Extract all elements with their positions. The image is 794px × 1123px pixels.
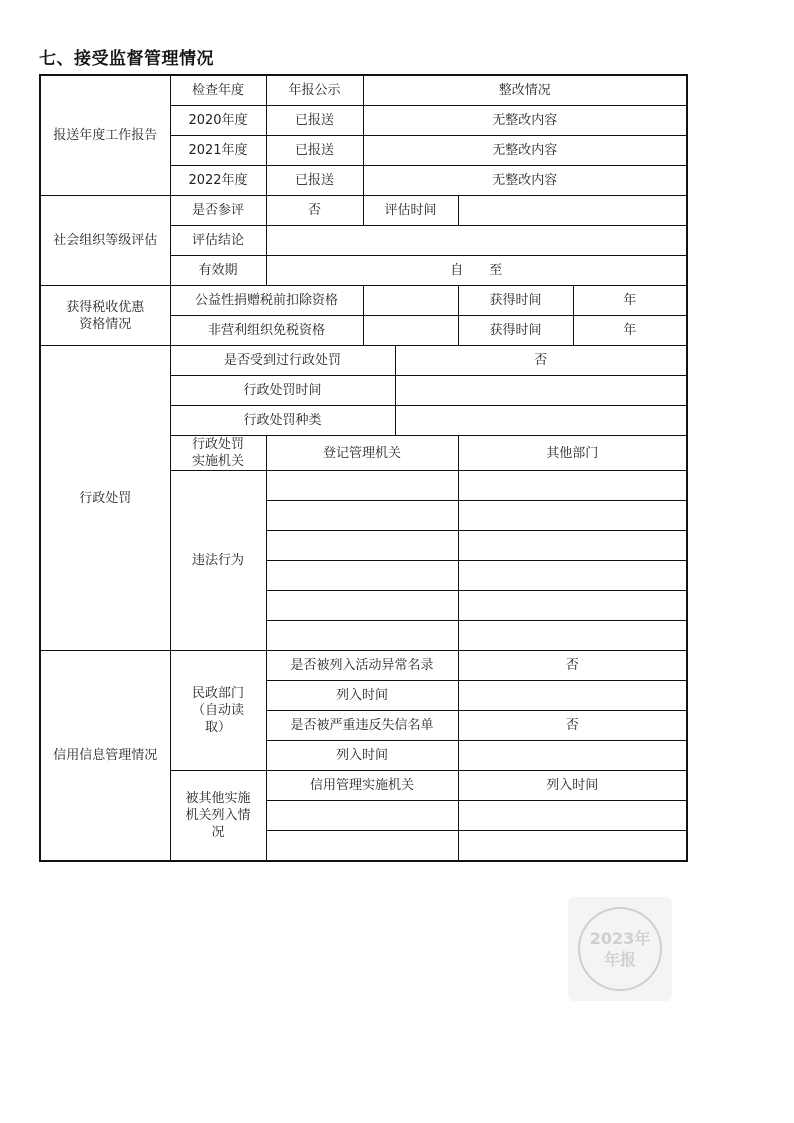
validity-to: 至 <box>489 263 503 278</box>
validity-label: 有效期 <box>170 256 266 286</box>
rating-label: 社会组织等级评估 <box>40 196 170 286</box>
conclusion-label: 评估结论 <box>170 226 266 256</box>
abnormal-listed-time-value <box>458 681 687 711</box>
blacklist-listed-time-value <box>458 741 687 771</box>
violation-other-cell <box>458 531 687 561</box>
registration-authority-header: 登记管理机关 <box>266 436 458 471</box>
participated-value: 否 <box>266 196 363 226</box>
abnormal-list-value: 否 <box>458 651 687 681</box>
stamp-circle <box>578 907 662 991</box>
tax-label <box>40 286 170 346</box>
tax-exempt-time-label: 获得时间 <box>458 316 573 346</box>
listed-time-cell <box>458 831 687 862</box>
civil-affairs-line3: 取） <box>204 720 231 735</box>
tax-deduction-year: 年 <box>573 286 687 316</box>
violation-registration-cell <box>266 531 458 561</box>
penalty-agency-line2: 实施机关 <box>191 454 244 469</box>
blacklist-label: 是否被严重违反失信名单 <box>266 711 458 741</box>
annual-report-stamp <box>568 897 672 1001</box>
other-agencies-label <box>170 771 266 862</box>
validity-from: 自 <box>450 263 464 278</box>
abnormal-listed-time-label: 列入时间 <box>266 681 458 711</box>
penalty-agency-line1: 行政处罚 <box>191 437 244 452</box>
credit-agency-cell <box>266 831 458 862</box>
report-status: 已报送 <box>266 166 363 196</box>
other-agencies-line3: 况 <box>211 825 225 840</box>
supervision-table <box>39 74 688 862</box>
violation-other-cell <box>458 471 687 501</box>
credit-label: 信用信息管理情况 <box>40 651 170 862</box>
report-year-2022: 2022年度 <box>170 166 266 196</box>
blacklist-listed-time-label: 列入时间 <box>266 741 458 771</box>
header-report-publicity: 年报公示 <box>266 75 363 106</box>
penalty-type-value <box>395 406 687 436</box>
violation-registration-cell <box>266 501 458 531</box>
violation-registration-cell <box>266 621 458 651</box>
violation-registration-cell <box>266 561 458 591</box>
tax-label-line2: 资格情况 <box>79 316 132 332</box>
validity-range <box>266 256 687 286</box>
penalty-received-value: 否 <box>395 346 687 376</box>
civil-affairs-line1: 民政部门 <box>191 686 244 701</box>
violation-registration-cell <box>266 591 458 621</box>
other-agencies-line2: 机关列入情 <box>185 808 251 823</box>
annual-report-label: 报送年度工作报告 <box>40 75 170 196</box>
other-departments-header: 其他部门 <box>458 436 687 471</box>
violation-other-cell <box>458 621 687 651</box>
penalty-received-label: 是否受到过行政处罚 <box>170 346 395 376</box>
report-year-2020: 2020年度 <box>170 106 266 136</box>
violation-other-cell <box>458 561 687 591</box>
participated-label: 是否参评 <box>170 196 266 226</box>
report-rectification: 无整改内容 <box>363 106 687 136</box>
penalty-label: 行政处罚 <box>40 346 170 651</box>
stamp-line2: 年报 <box>603 950 636 969</box>
penalty-agency-label <box>170 436 266 471</box>
tax-exempt-year: 年 <box>573 316 687 346</box>
penalty-type-label: 行政处罚种类 <box>170 406 395 436</box>
violation-other-cell <box>458 501 687 531</box>
section-title: 七、接受监督管理情况 <box>39 49 214 69</box>
eval-time-label: 评估时间 <box>363 196 458 226</box>
credit-agency-header: 信用管理实施机关 <box>266 771 458 801</box>
conclusion-value <box>266 226 687 256</box>
tax-deduction-value <box>363 286 458 316</box>
penalty-time-label: 行政处罚时间 <box>170 376 395 406</box>
tax-deduction-label: 公益性捐赠税前扣除资格 <box>170 286 363 316</box>
tax-exempt-label: 非营利组织免税资格 <box>170 316 363 346</box>
tax-label-line1: 获得税收优惠 <box>66 299 145 315</box>
other-agencies-line1: 被其他实施 <box>185 791 251 806</box>
civil-affairs-label <box>170 651 266 771</box>
tax-exempt-value <box>363 316 458 346</box>
report-rectification: 无整改内容 <box>363 136 687 166</box>
violation-other-cell <box>458 591 687 621</box>
report-year-2021: 2021年度 <box>170 136 266 166</box>
violation-registration-cell <box>266 471 458 501</box>
listed-time-cell <box>458 801 687 831</box>
credit-agency-cell <box>266 801 458 831</box>
listed-time-header: 列入时间 <box>458 771 687 801</box>
violation-label: 违法行为 <box>170 471 266 651</box>
stamp-line1: 2023年 <box>589 929 651 948</box>
abnormal-list-label: 是否被列入活动异常名录 <box>266 651 458 681</box>
report-rectification: 无整改内容 <box>363 166 687 196</box>
header-rectification: 整改情况 <box>363 75 687 106</box>
penalty-time-value <box>395 376 687 406</box>
eval-time-value <box>458 196 687 226</box>
tax-deduction-time-label: 获得时间 <box>458 286 573 316</box>
civil-affairs-line2: （自动读 <box>191 703 244 718</box>
blacklist-value: 否 <box>458 711 687 741</box>
header-check-year: 检查年度 <box>170 75 266 106</box>
report-status: 已报送 <box>266 106 363 136</box>
report-status: 已报送 <box>266 136 363 166</box>
